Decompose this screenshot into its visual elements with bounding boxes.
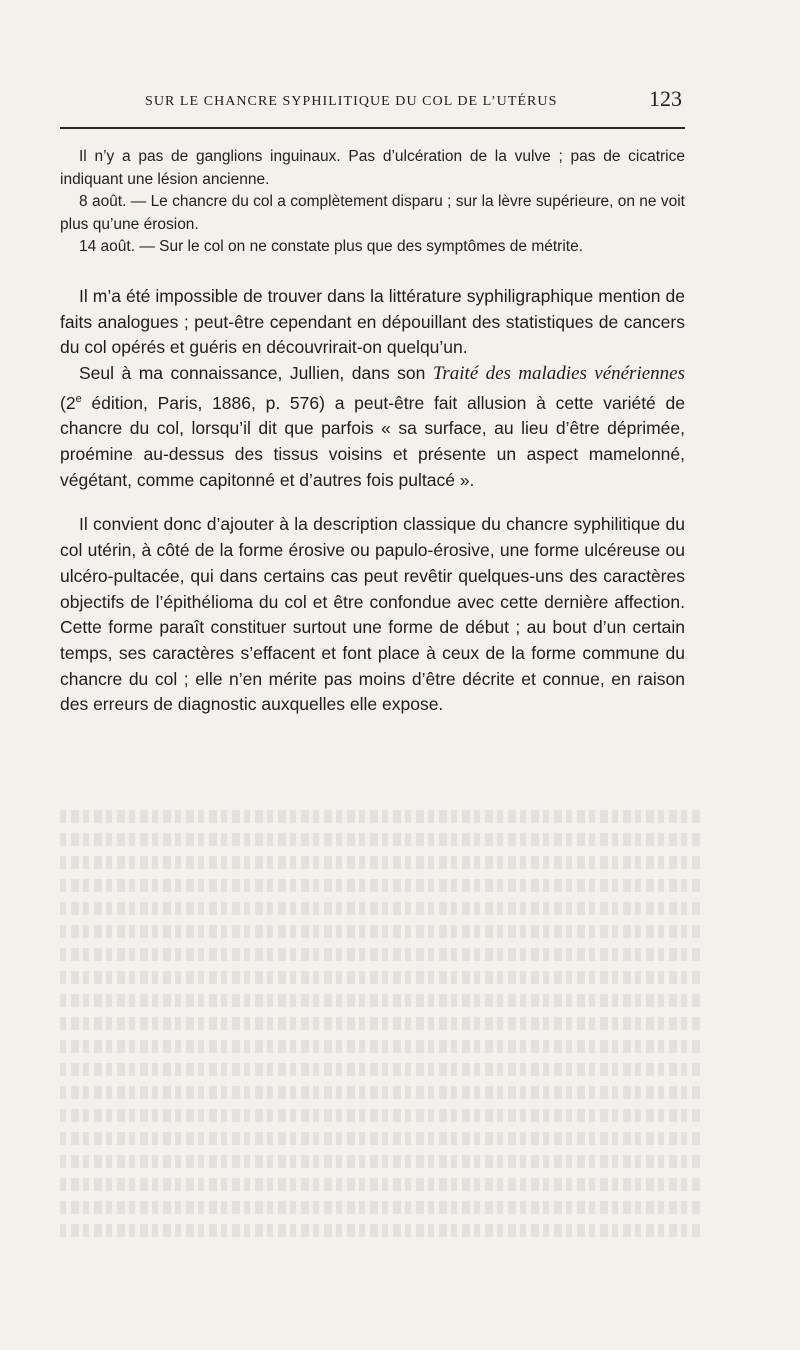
running-title: SUR LE CHANCRE SYPHILITIQUE DU COL DE L’UTÉRUS bbox=[145, 94, 558, 109]
book-title: Traité des maladies vénériennes bbox=[432, 363, 685, 385]
paragraph-text: (2 bbox=[60, 392, 76, 413]
case-note: Il n’y a pas de ganglions inguinaux. Pas d’ulcération de la vulve ; pas de cicatrice indiquant une lésion ancienne. bbox=[60, 148, 685, 188]
main-text bbox=[60, 284, 685, 718]
case-note: 14 août. — Sur le col on ne constate plus que des symptômes de métrite. bbox=[79, 238, 584, 255]
case-note: 8 août. — Le chancre du col a complètement disparu ; sur la lèvre supérieure, on ne voit plus qu’une érosion. bbox=[60, 193, 685, 233]
header-rule bbox=[60, 127, 685, 129]
paragraph-text: édition, Paris, 1886, p. 576) a peut-être fait allusion à cette variété de chancre du col, lorsqu’il dit que parfois « sa surface, au lieu d’être déprimée, proémine au-dessus des tissus voisins et présente un aspect mamelonné, végétant, comme capitonné et d’autres fois pultacé ». bbox=[60, 392, 685, 490]
show-through bbox=[60, 800, 700, 1280]
page-number: 123 bbox=[649, 86, 682, 111]
superscript: e bbox=[75, 392, 82, 405]
paragraph bbox=[60, 361, 685, 493]
paragraph: Il m’a été impossible de trouver dans la littérature syphiligraphique mention de faits analogues ; peut-être cependant en dépouillant des statistiques de cancers du col opérés et guéris en découvrirait-on quelqu’un. bbox=[60, 286, 685, 358]
paragraph: Il convient donc d’ajouter à la description classique du chancre syphilitique du col utérin, à côté de la forme érosive ou papulo-érosive, une forme ulcéreuse ou ulcéro-pultacée, qui dans certains cas peut revêtir quelques-uns des caractères objectifs de l’épithélioma du col et être confondue avec cette dernière affection. Cette forme paraît constituer surtout une forme de début ; au bout d’un certain temps, ses caractères s’effacent et font place à ceux de la forme commune du chancre du col ; elle n’en mérite pas moins d’être décrite et connue, en raison des erreurs de diagnostic auxquelles elle expose. bbox=[60, 514, 685, 715]
running-head bbox=[60, 88, 685, 118]
case-notes bbox=[60, 146, 685, 259]
paragraph-text: Seul à ma connaissance, Jullien, dans son bbox=[79, 363, 433, 384]
